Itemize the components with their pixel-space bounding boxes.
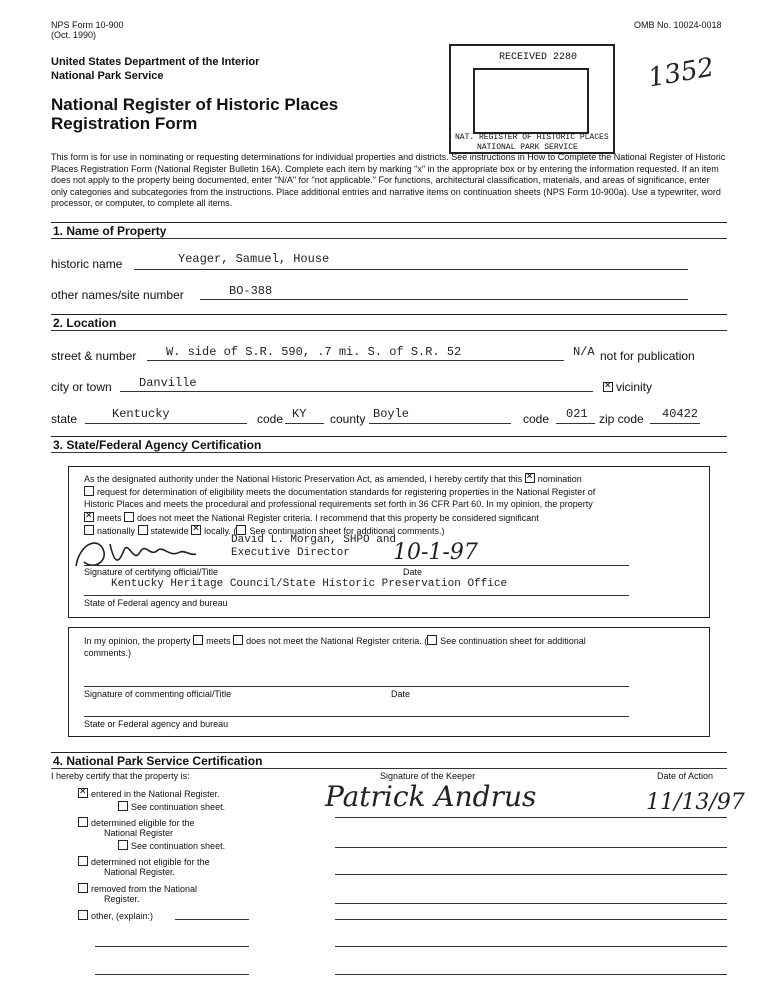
underline xyxy=(285,423,324,424)
not-eligible-label: determined not eligible for the xyxy=(91,857,210,867)
underline xyxy=(120,391,593,392)
keeper-signature-label: Signature of the Keeper xyxy=(380,771,476,781)
nomination-label: nomination xyxy=(537,474,582,484)
city-value[interactable]: Danville xyxy=(139,376,197,390)
certify-intro: I hereby certify that the property is: xyxy=(51,771,190,781)
keeper-signature: Patrick Andrus xyxy=(325,780,537,813)
section-rule xyxy=(51,436,727,437)
underline xyxy=(369,423,511,424)
eligible-continuation-checkbox[interactable] xyxy=(118,840,128,850)
section-rule xyxy=(51,330,727,331)
action-line xyxy=(335,874,727,875)
entered-continuation-checkbox[interactable] xyxy=(118,801,128,811)
action-line xyxy=(335,974,727,975)
form-subtitle: Registration Form xyxy=(51,114,198,133)
county-label: county xyxy=(330,412,366,426)
state-value[interactable]: Kentucky xyxy=(112,407,170,421)
section-rule xyxy=(51,314,727,315)
date-of-action-label: Date of Action xyxy=(657,771,714,781)
signature-line xyxy=(84,595,629,596)
action-line xyxy=(335,817,727,818)
state-label: state xyxy=(51,412,78,426)
agency-label: State of Federal agency and bureau xyxy=(84,598,228,608)
not-meets-checkbox[interactable] xyxy=(124,512,134,522)
agency-label-2: State or Federal agency and bureau xyxy=(84,719,229,729)
not-for-publication-label: not for publication xyxy=(600,349,695,363)
opinion-meets-checkbox[interactable] xyxy=(193,635,203,645)
signature-line xyxy=(84,716,629,717)
omb-number: OMB No. 10024-0018 xyxy=(634,20,722,30)
explain-line[interactable] xyxy=(95,974,249,975)
removed-label-2: Register. xyxy=(104,894,140,904)
action-line xyxy=(335,946,727,947)
street-label: street & number xyxy=(51,349,137,363)
not-meets-label: does not meet the National Register criteria. I recommend that this property be considered significant xyxy=(137,513,539,523)
vicinity-checkbox[interactable] xyxy=(603,382,613,392)
county-value[interactable]: Boyle xyxy=(373,407,410,421)
underline xyxy=(556,423,595,424)
locally-label: locally. ( xyxy=(204,526,237,536)
department-name: United States Department of the Interior xyxy=(51,56,260,68)
certifier-name: David L. Morgan, SHPO and xyxy=(231,534,397,546)
not-for-publication-mark[interactable]: N/A xyxy=(573,345,595,359)
certifier-title: Executive Director xyxy=(231,547,350,559)
stamp-received-text: RECEIVED 2280 xyxy=(499,52,578,63)
entered-continuation-label: See continuation sheet. xyxy=(131,802,226,812)
underline xyxy=(147,360,564,361)
commenting-signature-label: Signature of commenting official/Title xyxy=(84,689,232,699)
certification-date-label: Date xyxy=(403,567,423,577)
vicinity-checkbox-row[interactable] xyxy=(603,380,652,394)
not-eligible-checkbox[interactable] xyxy=(78,856,88,866)
instructions-text: This form is for use in nominating or requesting determinations for individual properties and districts. See instructions in How to Complete the National Register of Historic Places Registration Form (National Register Bulletin 16A). Complete each item by marking "x" in the appropriate box or by entering the information requested. If an item does not apply to the property being documented, enter "N/A" for "not applicable." For functions, architectural classification, materials, and areas of significance, enter only categories and subcategories from the instructions. Place additional entries and narrative items on continuation sheets (NPS Form 10-900a). Use a typewriter, word processor, or computer, to complete all items. xyxy=(51,152,726,208)
zip-value[interactable]: 40422 xyxy=(662,407,699,421)
signature-line xyxy=(84,565,629,566)
cert-line-2: request for determination of eligibility meets the documentation standards for registering properties in the National Register of xyxy=(97,487,596,497)
eligible-label: determined eligible for the xyxy=(91,818,195,828)
action-line xyxy=(335,847,727,848)
eligible-continuation-label: See continuation sheet. xyxy=(131,841,226,851)
commenting-date-label: Date xyxy=(391,689,411,699)
vicinity-label: vicinity xyxy=(616,380,653,394)
signature-line xyxy=(84,686,629,687)
nationally-label: nationally xyxy=(97,526,136,536)
agency-value: Kentucky Heritage Council/State Historic Preservation Office xyxy=(111,578,508,590)
action-line xyxy=(335,919,727,920)
other-names-value[interactable]: BO-388 xyxy=(229,284,273,298)
state-code-value[interactable]: KY xyxy=(292,407,307,421)
handwritten-number: 1352 xyxy=(645,52,717,94)
opinion-see-label: See continuation sheet for additional xyxy=(440,636,586,646)
opinion-rest: does not meet the National Register criteria. ( xyxy=(246,636,428,646)
other-checkbox[interactable] xyxy=(78,910,88,920)
certifying-signature-label: Signature of certifying official/Title xyxy=(84,567,219,577)
section-1-heading: 1. Name of Property xyxy=(53,224,167,238)
county-code-label: code xyxy=(523,412,550,426)
section-rule xyxy=(51,452,727,453)
section-4-heading: 4. National Park Service Certification xyxy=(53,754,263,768)
opinion-prefix: In my opinion, the property xyxy=(84,636,191,646)
stamp-nps-text: NATIONAL PARK SERVICE xyxy=(477,143,578,152)
certification-date: 10-1-97 xyxy=(393,540,478,565)
form-number: NPS Form 10-900 xyxy=(51,20,124,30)
statewide-label: statewide xyxy=(150,526,189,536)
section-rule xyxy=(51,222,727,223)
form-date: (Oct. 1990) xyxy=(51,30,97,40)
not-eligible-label-2: National Register. xyxy=(104,867,176,877)
action-date: 11/13/97 xyxy=(646,790,745,815)
stamp-inner-box xyxy=(473,68,589,134)
historic-name-value[interactable]: Yeager, Samuel, House xyxy=(178,252,330,266)
opinion-continuation-checkbox[interactable] xyxy=(427,635,437,645)
county-code-value[interactable]: 021 xyxy=(566,407,588,421)
section-3-heading: 3. State/Federal Agency Certification xyxy=(53,438,262,452)
form-title: National Register of Historic Places xyxy=(51,95,339,114)
other-label: other, (explain:) xyxy=(91,911,154,921)
nomination-checkbox[interactable] xyxy=(525,473,535,483)
street-value[interactable]: W. side of S.R. 590, .7 mi. S. of S.R. 52 xyxy=(166,345,462,359)
cert-line-3: Historic Places and meets the procedural and professional requirements set forth in 36 CFR Part 60. In my opinion, the property xyxy=(84,499,593,509)
request-checkbox[interactable] xyxy=(84,486,94,496)
section-rule xyxy=(51,768,727,769)
underline xyxy=(200,299,688,300)
other-names-label: other names/site number xyxy=(51,288,184,302)
entered-label: entered in the National Register. xyxy=(91,789,220,799)
underline xyxy=(650,423,700,424)
received-stamp xyxy=(449,44,615,154)
opinion-comments: comments.) xyxy=(84,648,132,658)
opinion-meets-label: meets xyxy=(206,636,231,646)
opinion-not-meets-checkbox[interactable] xyxy=(233,635,243,645)
removed-checkbox[interactable] xyxy=(78,883,88,893)
agency-name: National Park Service xyxy=(51,70,164,82)
meets-checkbox[interactable] xyxy=(84,512,94,522)
section-rule xyxy=(51,752,727,753)
action-line xyxy=(335,903,727,904)
removed-label: removed from the National xyxy=(91,884,198,894)
section-rule xyxy=(51,238,727,239)
stamp-register-text: NAT. REGISTER OF HISTORIC PLACES xyxy=(455,133,609,142)
underline xyxy=(134,269,688,270)
explain-line[interactable] xyxy=(95,946,249,947)
see-continuation-label: See continuation sheet for additional comments.) xyxy=(249,526,445,536)
explain-line[interactable] xyxy=(175,919,249,920)
zip-label: zip code xyxy=(599,412,644,426)
cert-line-1: As the designated authority under the National Historic Preservation Act, as amended, I hereby certify that this xyxy=(84,474,523,484)
entered-checkbox[interactable] xyxy=(78,788,88,798)
eligible-label-2: National Register xyxy=(104,828,174,838)
underline xyxy=(85,423,247,424)
eligible-checkbox[interactable] xyxy=(78,817,88,827)
historic-name-label: historic name xyxy=(51,257,123,271)
city-label: city or town xyxy=(51,380,112,394)
state-code-label: code xyxy=(257,412,284,426)
meets-label: meets xyxy=(97,513,122,523)
section-2-heading: 2. Location xyxy=(53,316,117,330)
